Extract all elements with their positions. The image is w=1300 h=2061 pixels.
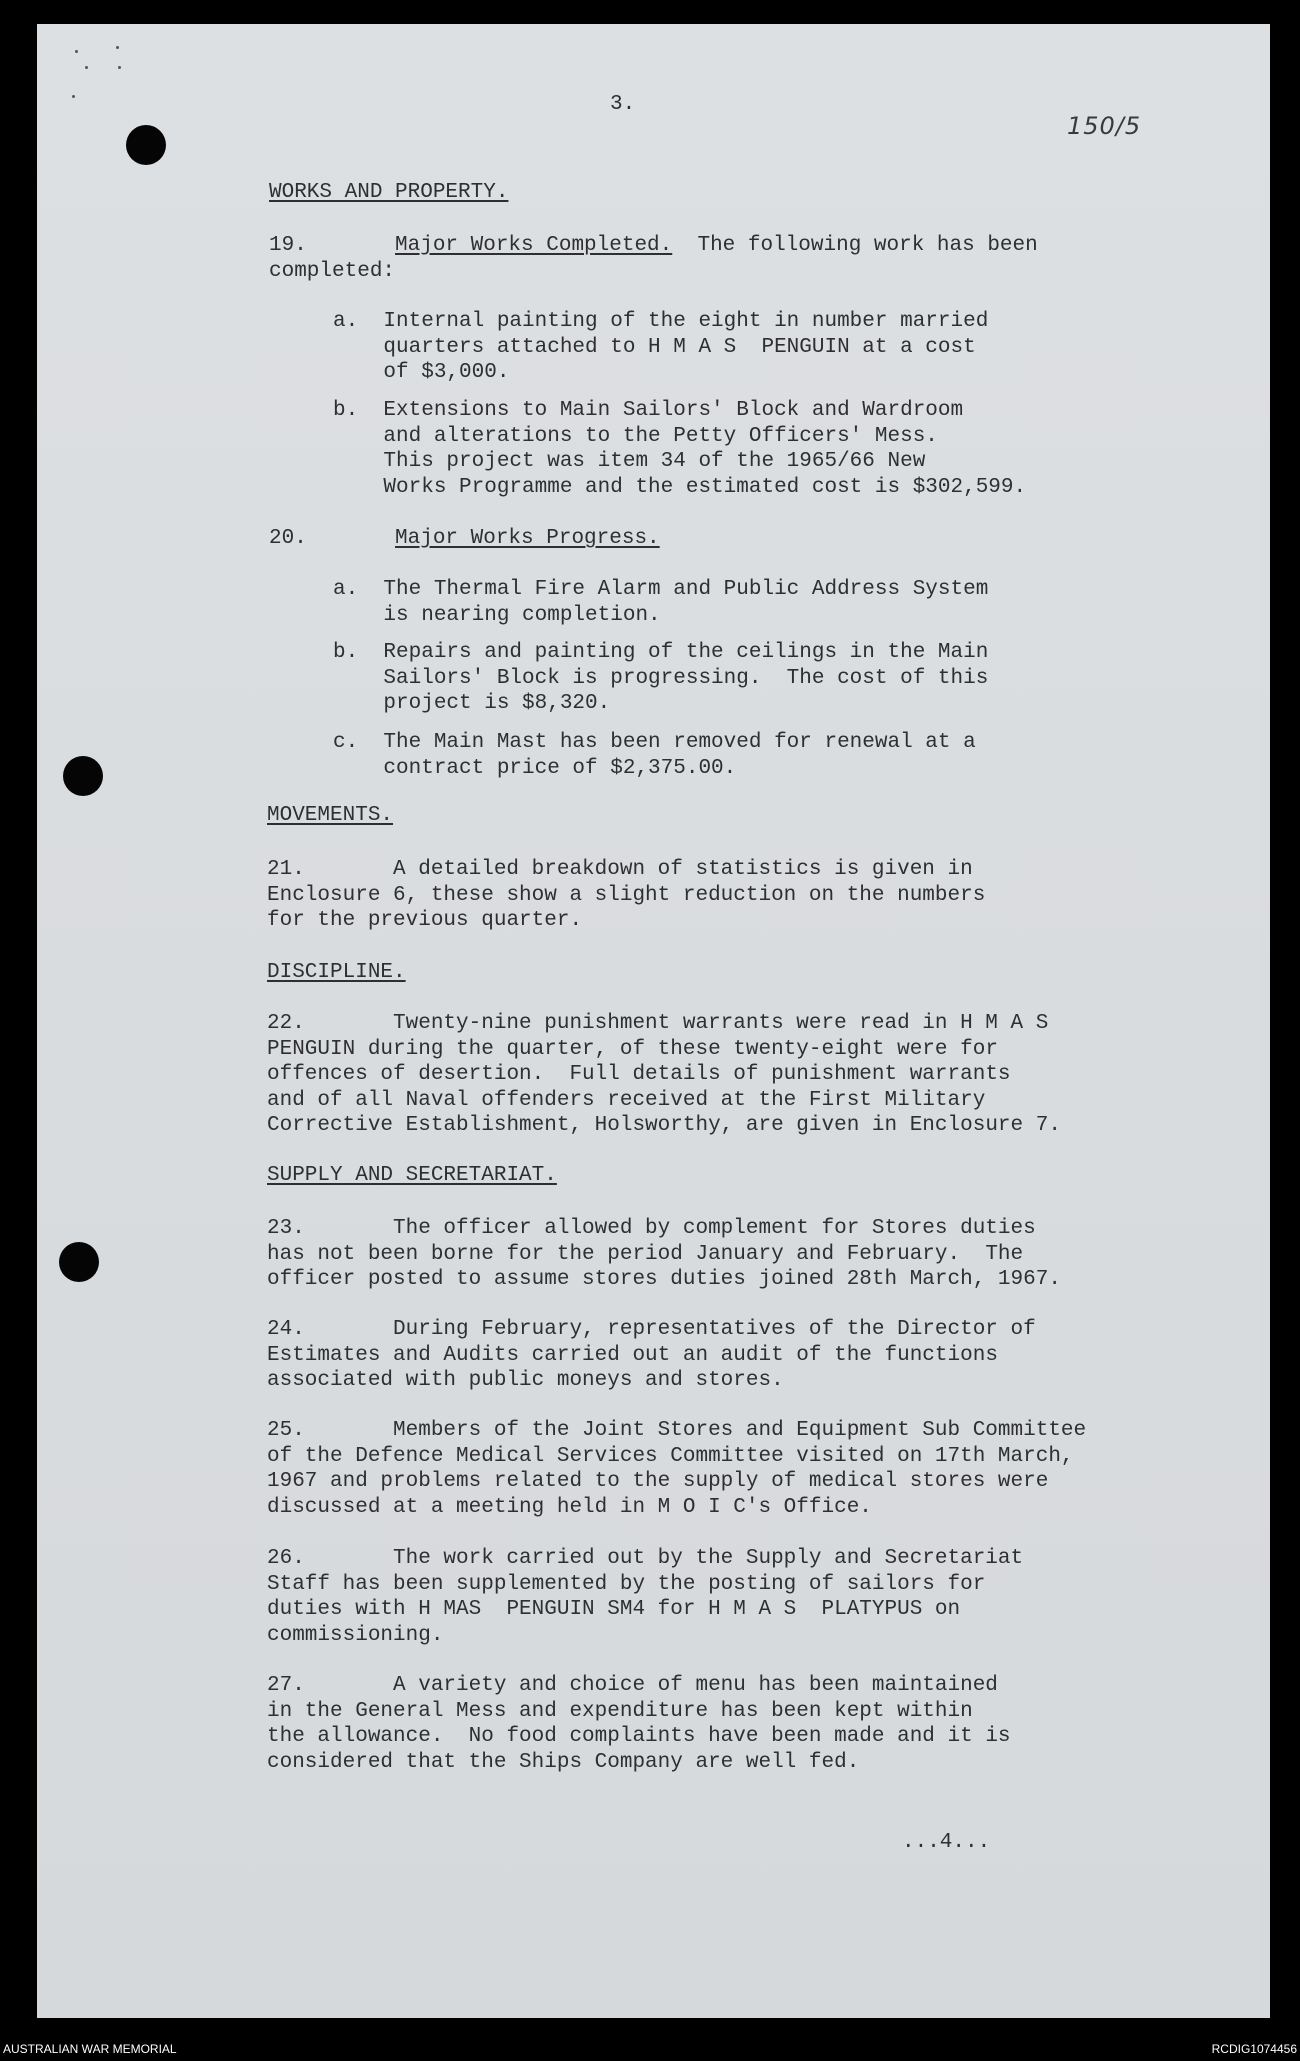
continuation-marker: ...4...: [902, 1831, 991, 1854]
punch-hole: [63, 756, 103, 796]
archive-record-id: RCDIG1074456: [1211, 2042, 1297, 2056]
paper-speck: [116, 46, 119, 49]
document-page: [37, 24, 1270, 2018]
item-label: b.: [333, 641, 359, 664]
paragraph-27: [267, 1673, 1011, 1775]
paragraph-number: 24.: [267, 1318, 305, 1341]
heading-supply-and-secretariat: SUPPLY AND SECRETARIAT.: [267, 1164, 557, 1187]
paper-speck: [72, 95, 75, 98]
paragraph-20: [269, 526, 660, 552]
paper-speck: [75, 50, 78, 53]
item-label: c.: [333, 731, 359, 754]
heading-works-and-property: WORKS AND PROPERTY.: [269, 181, 509, 204]
file-reference-handwritten: 150/5: [1067, 112, 1142, 140]
paragraph-text: During February, representatives of the Director of Estimates and Audits carried out an audit of the functions associated with public moneys and stores.: [267, 1318, 1036, 1393]
archive-credit: AUSTRALIAN WAR MEMORIAL: [3, 2042, 177, 2056]
item-label: a.: [333, 578, 359, 601]
paragraph-number: 20.: [269, 527, 307, 550]
paragraph-text: The officer allowed by complement for Stores duties has not been borne for the period January and February. The officer posted to assume stores duties joined 28th March, 1967.: [267, 1217, 1061, 1292]
paragraph-number: 26.: [267, 1547, 305, 1570]
item-text: Internal painting of the eight in number married quarters attached to H M A S PENGUIN at a cost of $3,000.: [383, 310, 989, 385]
paragraph-text: The work carried out by the Supply and Secretariat Staff has been supplemented by the posting of sailors for duties with H MAS PENGUIN SM4 for H M A S PLATYPUS on commissioning.: [267, 1547, 1024, 1647]
paragraph-21: [267, 857, 985, 934]
heading-movements: MOVEMENTS.: [267, 804, 394, 827]
paragraph-text: A variety and choice of menu has been maintained in the General Mess and expenditure has been kept within the allowance. No food complaints have been made and it is considered that the Ships Company are well fed.: [267, 1674, 1011, 1774]
list-item-19a: [333, 309, 988, 386]
paragraph-number: 21.: [267, 858, 305, 881]
item-text: Extensions to Main Sailors' Block and Wardroom and alterations to the Petty Officers' Mess. This project was item 34 of the 1965/66 New Works Programme and the estimated cost is $302,599.: [383, 399, 1027, 499]
paragraph-text: A detailed breakdown of statistics is given in Enclosure 6, these show a slight reduction on the numbers for the previous quarter.: [267, 858, 986, 933]
paragraph-22: [267, 1011, 1061, 1139]
paragraph-23: [267, 1216, 1061, 1293]
paragraph-text: Twenty-nine punishment warrants were read in H M A S PENGUIN during the quarter, of these twenty-eight were for offences of desertion. Full details of punishment warrants and of all Naval offenders received at the First Military Corrective Establishment, Holsworthy, are given in Enclosure 7.: [267, 1012, 1061, 1138]
heading-discipline: DISCIPLINE.: [267, 961, 406, 984]
list-item-20a: [333, 577, 988, 628]
list-item-19b: [333, 398, 1026, 500]
paragraph-26: [267, 1546, 1023, 1648]
paragraph-title: Major Works Completed.: [395, 234, 673, 257]
paragraph-number: 27.: [267, 1674, 305, 1697]
list-item-20b: [333, 640, 988, 717]
list-item-20c: [333, 730, 976, 781]
paper-speck: [85, 66, 88, 69]
paragraph-text: The following work has been completed:: [269, 234, 1038, 283]
paragraph-number: 23.: [267, 1217, 305, 1240]
item-text: The Thermal Fire Alarm and Public Address System is nearing completion.: [383, 578, 989, 627]
paragraph-number: 25.: [267, 1419, 305, 1442]
paragraph-24: [267, 1317, 1036, 1394]
item-text: The Main Mast has been removed for renewal at a contract price of $2,375.00.: [383, 731, 976, 780]
page-number: 3.: [610, 93, 636, 116]
paragraph-19: [269, 233, 1038, 284]
paragraph-text: Members of the Joint Stores and Equipment Sub Committee of the Defence Medical Services Committee visited on 17th March, 1967 and problems related to the supply of medical stores were discussed at a meeting held in M O I C's Office.: [267, 1419, 1087, 1519]
item-label: b.: [333, 399, 359, 422]
punch-hole: [126, 125, 166, 165]
paragraph-number: 19.: [269, 234, 307, 257]
item-label: a.: [333, 310, 359, 333]
paragraph-title: Major Works Progress.: [395, 527, 660, 550]
paragraph-number: 22.: [267, 1012, 305, 1035]
paper-speck: [118, 66, 121, 69]
paragraph-25: [267, 1418, 1086, 1520]
punch-hole: [59, 1242, 99, 1282]
item-text: Repairs and painting of the ceilings in the Main Sailors' Block is progressing. The cost of this project is $8,320.: [383, 641, 989, 716]
